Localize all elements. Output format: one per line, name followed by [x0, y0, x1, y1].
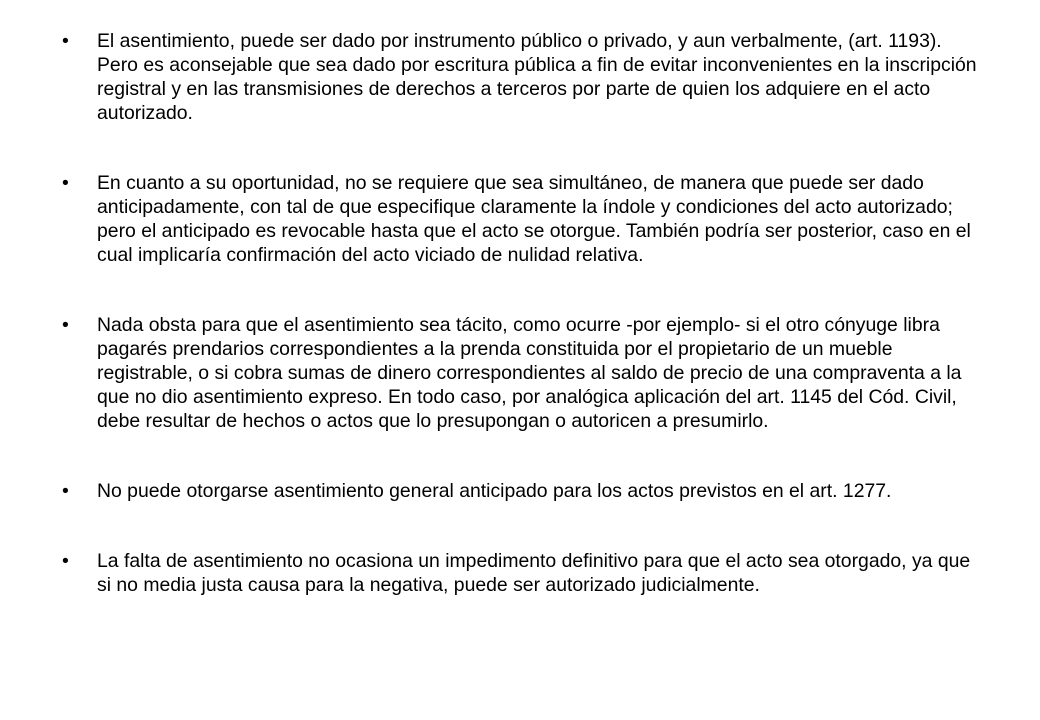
bullet-item-2 [62, 171, 982, 267]
bullet-list [62, 29, 982, 597]
bullet-text-4: No puede otorgarse asentimiento general anticipado para los actos previstos en el art. 1277. [97, 480, 892, 502]
bullet-text-3: Nada obsta para que el asentimiento sea tácito, como ocurre -por ejemplo- si el otro cónyuge libra pagarés prendarios correspondientes a la prenda constituida por el propietario de un mueble registrable, o si cobra sumas de dinero correspondientes al saldo de precio de una compraventa a la que no dio asentimiento expreso. En todo caso, por analógica aplicación del art. 1145 del Cód. Civil, debe resultar de hechos o actos que lo presupongan o autoricen a presumirlo. [97, 314, 962, 432]
bullet-item-1 [62, 29, 982, 125]
bullet-icon: • [62, 480, 69, 502]
bullet-text-2: En cuanto a su oportunidad, no se requiere que sea simultáneo, de manera que puede ser dado anticipadamente, con tal de que especifique claramente la índole y condiciones del acto autorizado; pero el anticipado es revocable hasta que el acto se otorgue. También podría ser posterior, caso en el cual implicaría confirmación del acto viciado de nulidad relativa. [97, 172, 971, 266]
bullet-item-4 [62, 479, 982, 503]
bullet-icon: • [62, 314, 69, 336]
bullet-item-5 [62, 549, 982, 597]
bullet-icon: • [62, 550, 69, 572]
bullet-text-1: El asentimiento, puede ser dado por instrumento público o privado, y aun verbalmente, (art. 1193). Pero es aconsejable que sea dado por escritura pública a fin de evitar inconvenientes en la inscripción registral y en las transmisiones de derechos a terceros por parte de quien los adquiere en el acto autorizado. [97, 30, 977, 124]
bullet-icon: • [62, 172, 69, 194]
bullet-item-3 [62, 313, 982, 433]
bullet-icon: • [62, 30, 69, 52]
bullet-text-5: La falta de asentimiento no ocasiona un impedimento definitivo para que el acto sea otorgado, ya que si no media justa causa para la negativa, puede ser autorizado judicialmente. [97, 550, 971, 596]
